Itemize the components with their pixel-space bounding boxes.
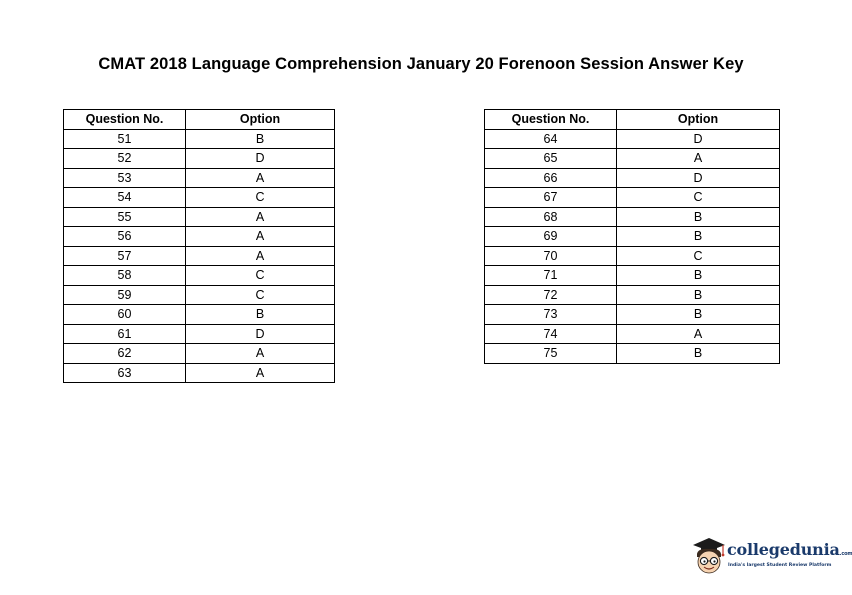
question-number-cell: 73 xyxy=(485,305,617,325)
table-row xyxy=(64,149,335,169)
logo-tagline: India's largest Student Review Platform xyxy=(728,563,832,568)
question-number-cell: 68 xyxy=(485,207,617,227)
logo-wordmark-text: collegedunia xyxy=(727,540,840,559)
table-row xyxy=(485,188,780,208)
question-number-cell: 55 xyxy=(64,207,186,227)
question-number-cell: 61 xyxy=(64,324,186,344)
question-number-cell: 58 xyxy=(64,266,186,286)
page-title: CMAT 2018 Language Comprehension January 20 Forenoon Session Answer Key xyxy=(98,55,744,73)
table-row xyxy=(485,227,780,247)
table-row xyxy=(64,324,335,344)
option-header: Option xyxy=(186,110,335,130)
table-row xyxy=(485,246,780,266)
graduate-mascot-icon xyxy=(690,534,726,578)
table-row xyxy=(64,207,335,227)
answer-key-table-right xyxy=(484,109,780,364)
table-row xyxy=(485,266,780,286)
option-cell: D xyxy=(617,129,780,149)
option-cell: A xyxy=(186,227,335,247)
logo-wordmark-suffix: .com xyxy=(839,551,852,557)
table-row xyxy=(64,227,335,247)
table-row xyxy=(64,188,335,208)
question-number-cell: 59 xyxy=(64,285,186,305)
option-cell: A xyxy=(617,324,780,344)
table-row xyxy=(485,285,780,305)
table-row xyxy=(485,344,780,364)
question-number-cell: 70 xyxy=(485,246,617,266)
question-number-cell: 66 xyxy=(485,168,617,188)
option-cell: D xyxy=(186,149,335,169)
question-number-cell: 53 xyxy=(64,168,186,188)
option-cell: C xyxy=(617,246,780,266)
question-number-cell: 74 xyxy=(485,324,617,344)
question-number-cell: 60 xyxy=(64,305,186,325)
option-cell: B xyxy=(186,305,335,325)
option-cell: C xyxy=(186,266,335,286)
question-number-cell: 64 xyxy=(485,129,617,149)
option-cell: C xyxy=(617,188,780,208)
table-row xyxy=(485,305,780,325)
question-no-header: Question No. xyxy=(485,110,617,130)
table-row xyxy=(64,266,335,286)
table-row xyxy=(485,168,780,188)
answer-key-table-left xyxy=(63,109,335,383)
table-row xyxy=(64,285,335,305)
option-cell: B xyxy=(617,344,780,364)
table-row xyxy=(485,129,780,149)
question-number-cell: 57 xyxy=(64,246,186,266)
logo-wordmark xyxy=(727,540,852,559)
question-number-cell: 52 xyxy=(64,149,186,169)
option-cell: C xyxy=(186,188,335,208)
table-row xyxy=(64,344,335,364)
option-cell: A xyxy=(186,207,335,227)
table-row xyxy=(485,149,780,169)
question-number-cell: 54 xyxy=(64,188,186,208)
option-cell: A xyxy=(186,246,335,266)
option-cell: D xyxy=(186,324,335,344)
table-row xyxy=(64,363,335,383)
table-row xyxy=(64,305,335,325)
table-row xyxy=(64,168,335,188)
question-number-cell: 75 xyxy=(485,344,617,364)
option-header: Option xyxy=(617,110,780,130)
option-cell: A xyxy=(186,168,335,188)
option-cell: B xyxy=(617,266,780,286)
question-number-cell: 69 xyxy=(485,227,617,247)
question-no-header: Question No. xyxy=(64,110,186,130)
option-cell: B xyxy=(617,227,780,247)
question-number-cell: 71 xyxy=(485,266,617,286)
question-number-cell: 67 xyxy=(485,188,617,208)
option-cell: B xyxy=(617,207,780,227)
question-number-cell: 56 xyxy=(64,227,186,247)
option-cell: B xyxy=(617,305,780,325)
table-row xyxy=(64,129,335,149)
table-row xyxy=(64,246,335,266)
table-row xyxy=(485,324,780,344)
table-header-row xyxy=(64,110,335,130)
option-cell: A xyxy=(186,363,335,383)
question-number-cell: 72 xyxy=(485,285,617,305)
option-cell: A xyxy=(186,344,335,364)
collegedunia-logo xyxy=(690,534,852,580)
option-cell: D xyxy=(617,168,780,188)
option-cell: B xyxy=(186,129,335,149)
table-header-row xyxy=(485,110,780,130)
table-row xyxy=(485,207,780,227)
question-number-cell: 51 xyxy=(64,129,186,149)
option-cell: B xyxy=(617,285,780,305)
question-number-cell: 62 xyxy=(64,344,186,364)
option-cell: A xyxy=(617,149,780,169)
option-cell: C xyxy=(186,285,335,305)
question-number-cell: 63 xyxy=(64,363,186,383)
question-number-cell: 65 xyxy=(485,149,617,169)
